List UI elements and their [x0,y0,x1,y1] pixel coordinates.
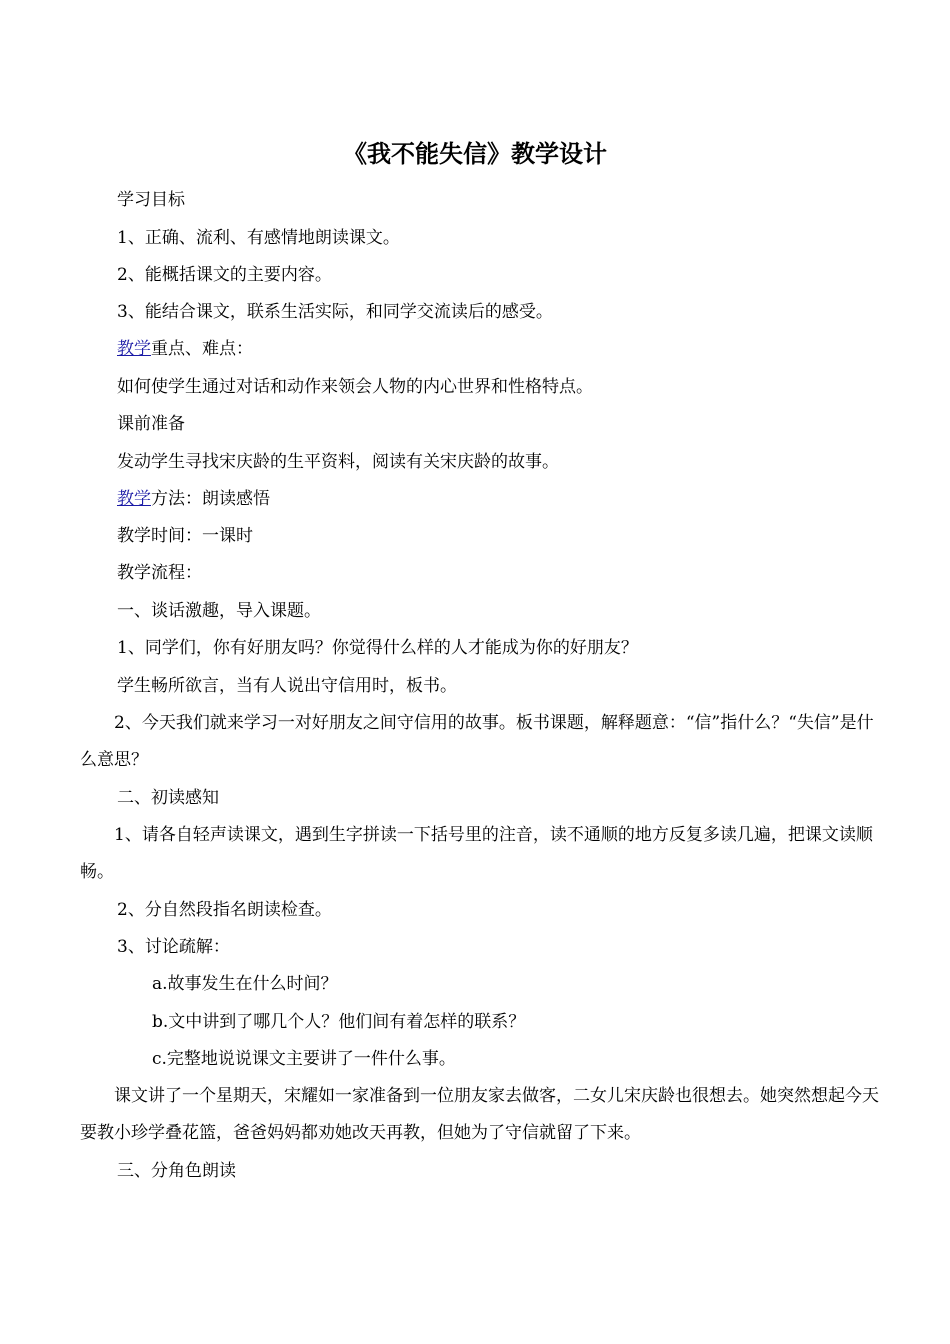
paragraph: 1、请各自轻声读课文，遇到生字拼读一下括号里的注音，读不通顺的地方反复多读几遍，把课文读顺畅。 [80,825,873,882]
goal-item: 3、能结合课文，联系生活实际，和同学交流读后的感受。 [117,302,553,322]
focus-text: 如何使学生通过对话和动作来领会人物的内心世界和性格特点。 [117,377,593,397]
time-line: 教学时间：一课时 [117,526,253,546]
focus-heading [117,338,253,360]
prep-heading: 课前准备 [117,414,185,434]
section-3-heading: 三、分角色朗读 [117,1161,236,1181]
summary-paragraph: 课文讲了一个星期天，宋耀如一家准备到一位朋友家去做客，二女儿宋庆龄也很想去。她突然想起今天要教小珍学叠花篮，爸爸妈妈都劝她改天再教，但她为了守信就留了下来。 [80,1086,879,1143]
question-item: a.故事发生在什么时间？ [152,974,338,994]
flow-line: 教学流程： [117,563,202,583]
teaching-link[interactable]: 教学 [117,339,151,359]
paragraph: 1、同学们，你有好朋友吗？你觉得什么样的人才能成为你的好朋友？ [117,638,638,658]
section-1-heading: 一、谈话激趣，导入课题。 [117,601,321,621]
question-item: b.文中讲到了哪几个人？他们间有着怎样的联系？ [152,1012,526,1032]
paragraph: 2、分自然段指名朗读检查。 [117,900,332,920]
section-2-heading: 二、初读感知 [117,788,219,808]
question-item: c.完整地说说课文主要讲了一件什么事。 [152,1049,456,1069]
teaching-link[interactable]: 教学 [117,489,151,509]
paragraph: 学生畅所欲言，当有人说出守信用时，板书。 [117,676,457,696]
method-text: 方法：朗读感悟 [151,489,270,509]
goal-item: 1、正确、流利、有感情地朗读课文。 [117,228,400,248]
goal-item: 2、能概括课文的主要内容。 [117,265,332,285]
prep-text: 发动学生寻找宋庆龄的生平资料，阅读有关宋庆龄的故事。 [117,452,559,472]
page-title: 《我不能失信》教学设计 [343,140,607,168]
paragraph: 2、今天我们就来学习一对好朋友之间守信用的故事。板书课题，解释题意：“信”指什么？“失信”是什么意思？ [80,713,874,770]
method-line [117,488,270,510]
focus-heading-text: 重点、难点： [151,339,253,359]
paragraph: 3、讨论疏解： [117,937,230,957]
goals-heading: 学习目标 [117,190,185,210]
